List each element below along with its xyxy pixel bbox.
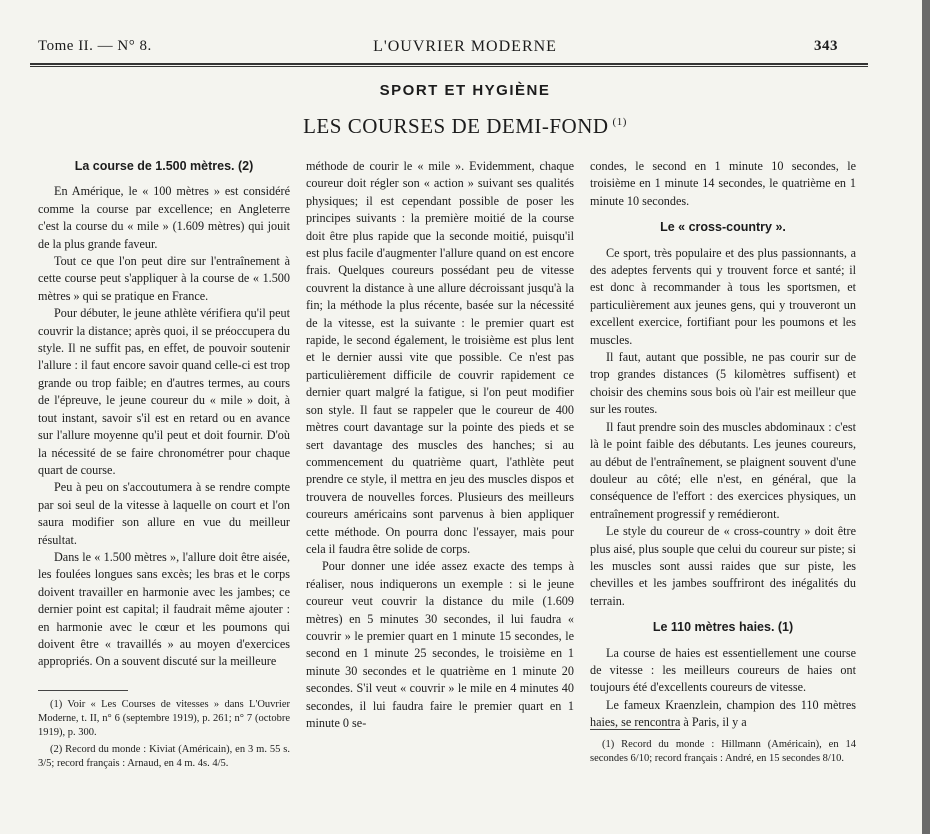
footnote: (2) Record du monde : Kiviat (Américain), en 3 m. 55 s. 3/5; record français : Arnaud, en 4 m. 4s. 4/5. [38,744,290,769]
subheading-110m-haies: Le 110 mètres haies. (1) [652,620,794,635]
paragraph: En Amérique, le « 100 mètres » est considéré comme la course par excellence; en Angleterre c'est la course du « mile » (1.609 mètres) qui jouit de la plus grande faveur. [38,184,290,251]
header-rule-thin [30,66,868,67]
footnotes-left [38,698,290,774]
section-heading: SPORT ET HYGIÈNE [379,82,551,99]
subheading-cross-country: Le « cross-country ». [660,220,786,235]
paragraph: La course de haies est essentiellement une course de vitesse : les meilleurs coureurs de haies ont toujours été d'excellents coureurs de vitesse. [590,645,856,695]
paragraph: Il faut, autant que possible, ne pas courir sur de trop grandes distances (5 kilomètres suffisent) et choisir des chemins sous bois où l'air est meilleur que sur les routes. [590,350,856,417]
paragraph: Dans le « 1.500 mètres », l'allure doit être aisée, les foulées longues sans excès; les bras et le corps doivent travailler en harmonie avec les jambes; ce dernier point est capital; il faudrait même ajouter : en harmonie avec le cœur et les poumons qui doivent être « travaillés » au moyen d'exercices appropriés. On a souvent discuté sur la meilleure [38,549,290,669]
column-3 [590,158,856,732]
paragraph: Tout ce que l'on peut dire sur l'entraînement à cette course peut s'appliquer à la course de « 1.500 mètres » qui se pratique en France. [38,254,290,303]
paragraph: Il faut prendre soin des muscles abdominaux : c'est là le point faible des débutants. Les jeunes coureurs, au début de l'entraînement, se plaignent souvent d'une douleur au côté; elle n'est, en général, que la conséquence de l'effort : des exercices physiques, un entraînement progressif y remédieront. [590,419,856,521]
paragraph: Le fameux Kraenzlein, champion des 110 mètres haies, se rencontra à Paris, il y a [590,697,856,730]
journal-title: L'OUVRIER MODERNE [373,38,557,55]
paragraph: Peu à peu on s'accoutumera à se rendre compte par soi seul de la vitesse à laquelle on court et l'on saura modifier son allure en vue du meilleur résultat. [38,480,290,547]
column-1 [38,158,290,671]
paragraph: Pour donner une idée assez exacte des temps à réaliser, nous indiquerons un exemple : si le jeune coureur veut couvrir la distance du mile (1.609 mètres) en 5 minutes 30 secondes, il lui faudra « couvrir » le premier quart en 1 minute 15 secondes, le second en 1 minute 25 secondes, le troisième en 1 minute 30 secondes et le quatrième en 1 minute 20 secondes. S'il veut « couvrir » le mile en 4 minutes 40 secondes, il lui faudra faire le premier quart en 1 minute 0 se- [306,559,574,730]
paragraph: condes, le second en 1 minute 10 secondes, le troisième en 1 minute 14 secondes, le quatrième en 1 minute 10 secondes. [590,159,856,208]
page-number: 343 [814,38,838,54]
article-title [0,114,930,139]
subheading-1500m: La course de 1.500 mètres. (2) [74,159,254,173]
paragraph: Le style du coureur de « cross-country » doit être plus aisé, plus souple que celui du coureur sur piste; si les muscles sont aussi raides que sur piste, les chevilles et les jambes souffriront des inégalités du terrain. [590,524,856,608]
footnotes-right [590,738,856,769]
header-rule [30,63,868,65]
volume-issue: Tome II. — N° 8. [38,38,152,54]
scan-edge-shadow [922,0,930,834]
paragraph: méthode de courir le « mile ». Evidemment, chaque coureur doit régler son « action » suivant ses qualités physiques; il est cependant possible de poser les principes suivants : la première moitié de la course doit être plus rapide que la seconde moitié, puisqu'il est plus facile d'augmenter l'allure quand on est encore frais. Quelques coureurs possédant peu de vitesse couvrent la distance à une allure décroissant jusqu'à la fin; la méthode la plus récente, basée sur la nécessité de la vitesse, est la suivante : le premier quart est rapide, le second également, le troisième est plus lent et le dernier aussi vite que possible. Ce n'est pas particulièrement difficile de couvrir rapidement ce dernier quart malgré la fatigue, si l'on peut modifier son style. Il faut se rappeler que le coureur de 400 mètres court davantage sur la pointe des pieds et se sert davantage des muscles des hanches; si au commencement du quatrième quart, l'athlète peut prendre ce style, il mettra en jeu des muscles dispos et trouvera de nouvelles forces. Plusieurs des meilleurs coureurs américains sont parvenus à bien appliquer cette méthode. On pourra donc l'essayer, mais pour cela il faudra être solide de corps. [306,159,574,556]
title-footnote-mark: (1) [612,116,627,128]
footnote: (1) Voir « Les Courses de vitesses » dans L'Ouvrier Moderne, t. II, n° 6 (septembre 1919), p. 261; n° 7 (octobre 1919), p. 300. [38,699,290,738]
column-2 [306,158,574,732]
paragraph: Pour débuter, le jeune athlète vérifiera qu'il peut couvrir la distance; après quoi, il se préoccupera du style. Il ne suffit pas, en effet, de pouvoir soutenir l'allure : il faut encore savoir quand celle-ci est trop grande ou trop faible; en d'autres termes, au cours de l'épreuve, le jeune coureur du « mile » doit, à tout instant, savoir s'il est en retard ou en avance sur l'allure moyenne qu'il peut et doit fournir. D'où la nécessité de se faire chronométrer pour chaque quart de course. [38,306,290,477]
paragraph: Ce sport, très populaire et des plus passionnants, a des adeptes fervents qui y trouvent force et santé; il est donc à recommander à tous les sportsmen, et particulièrement aux jeunes gens, qui y trouveront un excellent exercice, fortifiant pour les poumons et les muscles. [590,245,856,347]
footnote-rule [590,729,680,730]
article-title-text: LES COURSES DE DEMI-FOND [303,114,609,138]
footnote: (1) Record du monde : Hillmann (Américain), en 14 secondes 6/10; record français : André, en 15 secondes 8/10. [590,739,856,764]
footnote-rule [38,690,128,691]
